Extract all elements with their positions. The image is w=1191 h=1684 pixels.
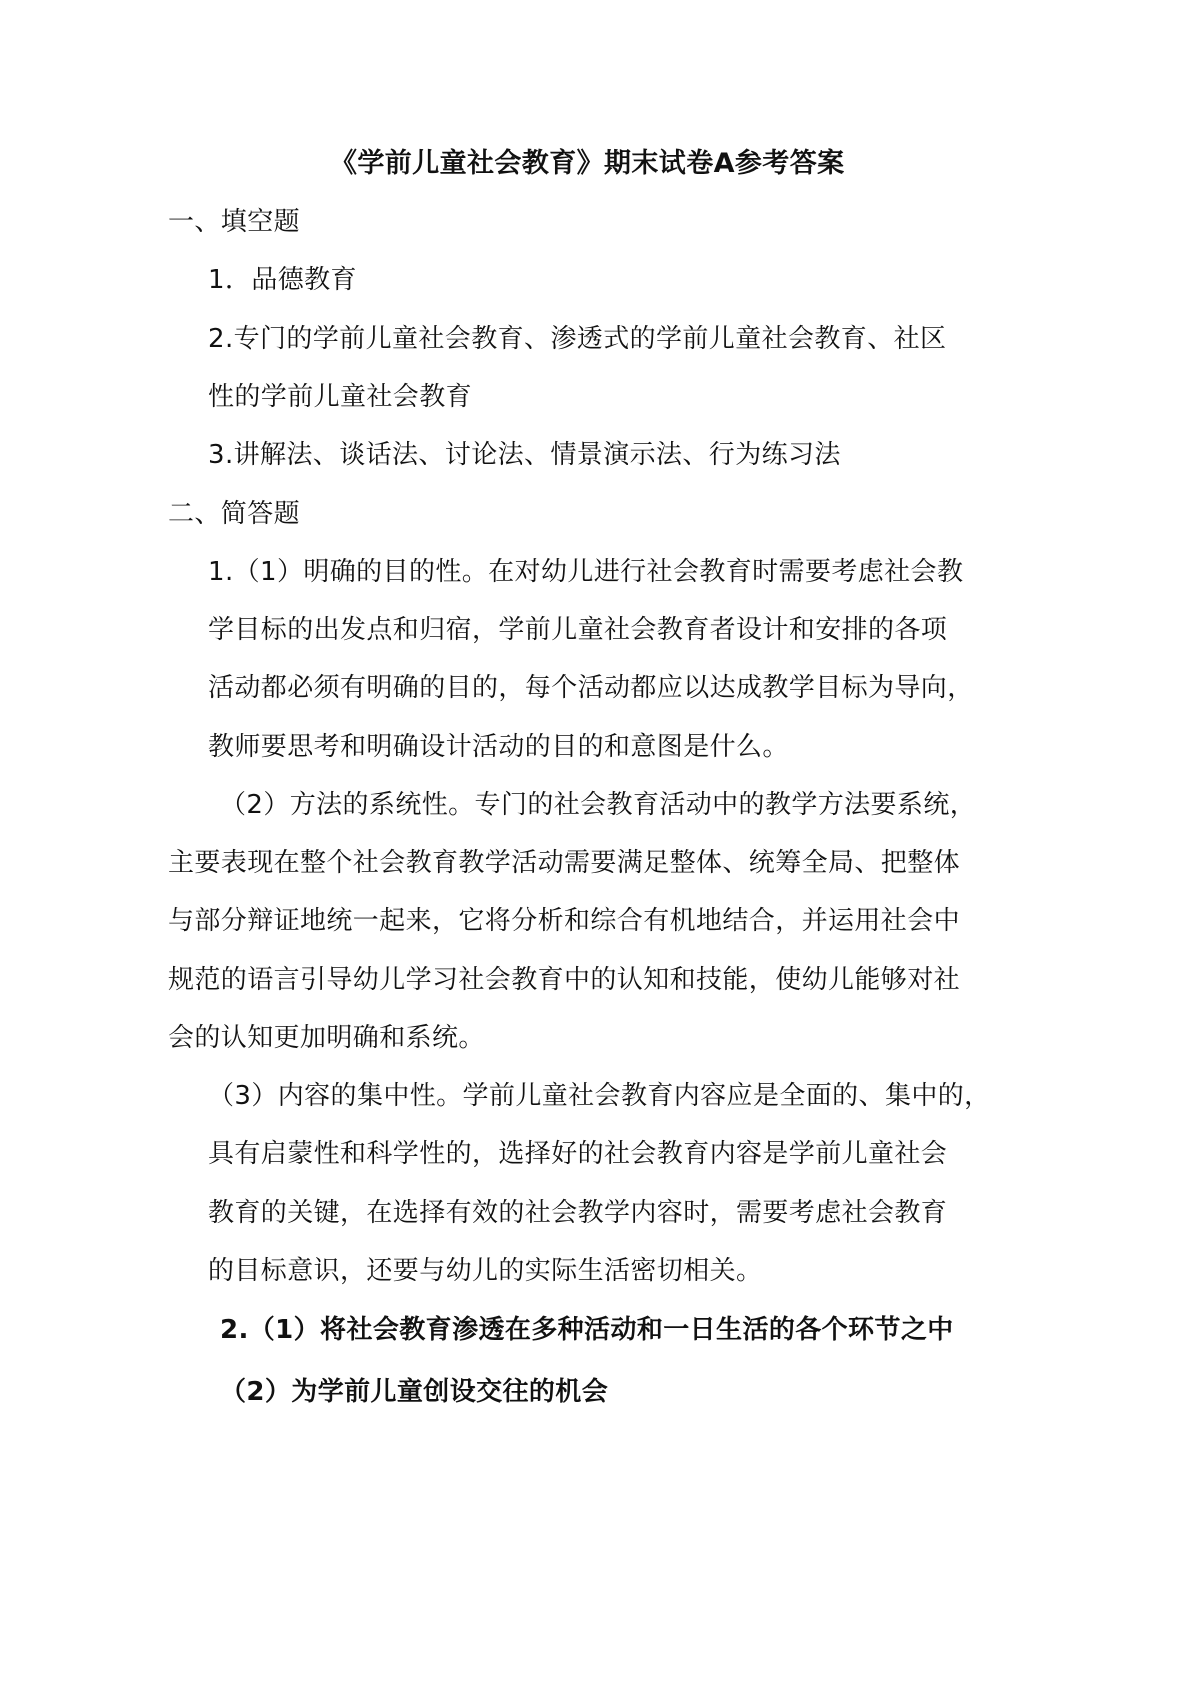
answer-1-point-1-line: 1.（1）明确的目的性。在对幼儿进行社会教育时需要考虑社会教 bbox=[208, 557, 964, 587]
document-title: 《学前儿童社会教育》期末试卷A参考答案 bbox=[330, 148, 845, 179]
answer-fill-2-line-1: 2.专门的学前儿童社会教育、渗透式的学前儿童社会教育、社区 bbox=[208, 324, 947, 354]
answer-1-point-3-line: （3）内容的集中性。学前儿童社会教育内容应是全面的、集中的， bbox=[208, 1081, 991, 1111]
answer-2-point-2: （2）为学前儿童创设交往的机会 bbox=[220, 1377, 609, 1407]
answer-1-point-3-line: 具有启蒙性和科学性的，选择好的社会教育内容是学前儿童社会 bbox=[208, 1139, 948, 1169]
answer-1-point-2-line: 主要表现在整个社会教育教学活动需要满足整体、统筹全局、把整体 bbox=[168, 848, 961, 878]
answer-2-point-1: 2.（1）将社会教育渗透在多种活动和一日生活的各个环节之中 bbox=[220, 1315, 954, 1345]
answer-1-point-3-line: 教育的关键，在选择有效的社会教学内容时，需要考虑社会教育 bbox=[208, 1198, 948, 1228]
answer-fill-3: 3.讲解法、谈话法、讨论法、情景演示法、行为练习法 bbox=[208, 440, 841, 470]
answer-1-point-2-line: 会的认知更加明确和系统。 bbox=[168, 1023, 485, 1053]
answer-1-point-2-line: （2）方法的系统性。专门的社会教育活动中的教学方法要系统， bbox=[220, 790, 977, 820]
answer-fill-2-line-2: 性的学前儿童社会教育 bbox=[208, 382, 473, 412]
answer-1-point-2-line: 规范的语言引导幼儿学习社会教育中的认知和技能，使幼儿能够对社 bbox=[168, 965, 961, 995]
answer-1-point-1-line: 教师要思考和明确设计活动的目的和意图是什么。 bbox=[208, 732, 789, 762]
answer-1-point-2-line: 与部分辩证地统一起来，它将分析和综合有机地结合，并运用社会中 bbox=[168, 906, 961, 936]
section-heading-short-answer: 二、简答题 bbox=[168, 499, 301, 529]
answer-1-point-3-line: 的目标意识，还要与幼儿的实际生活密切相关。 bbox=[208, 1256, 763, 1286]
answer-1-point-1-line: 学目标的出发点和归宿，学前儿童社会教育者设计和安排的各项 bbox=[208, 615, 948, 645]
section-heading-fill-in: 一、填空题 bbox=[168, 207, 301, 237]
answer-fill-1: 1．品德教育 bbox=[208, 265, 357, 295]
answer-1-point-1-line: 活动都必须有明确的目的，每个活动都应以达成教学目标为导向， bbox=[208, 673, 974, 703]
